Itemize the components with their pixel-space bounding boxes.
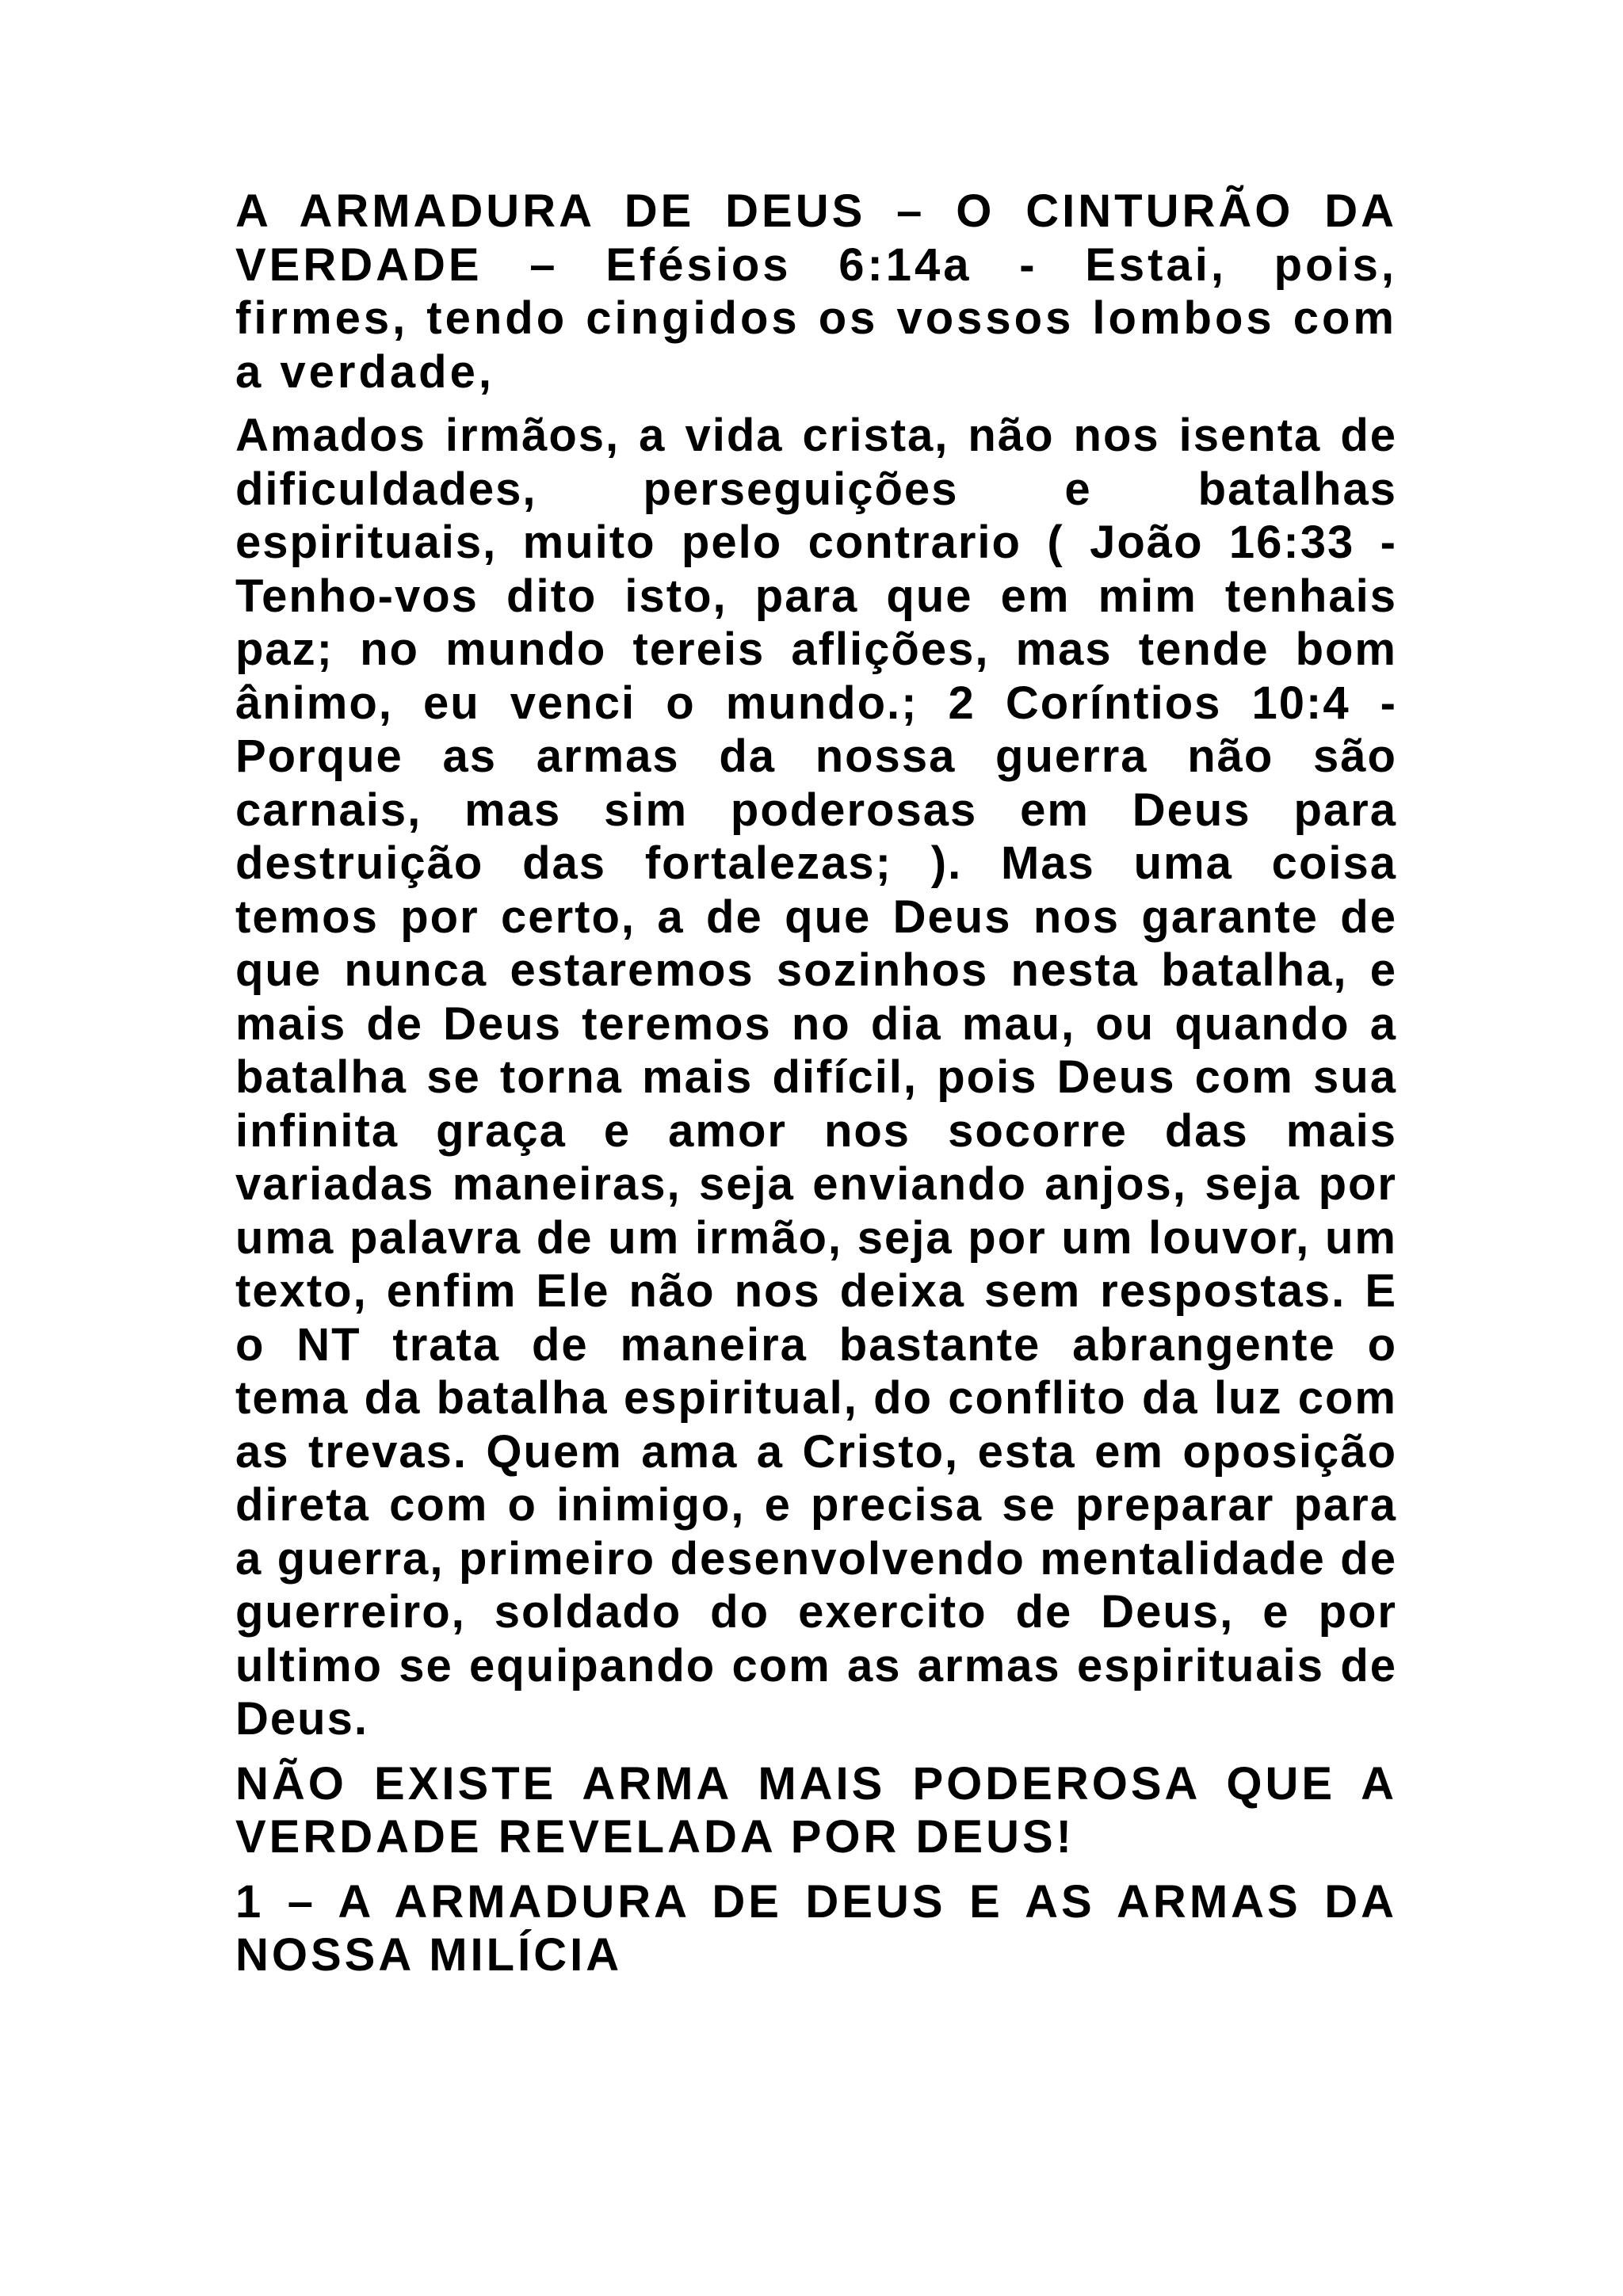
section-heading: 1 – A ARMADURA DE DEUS E AS ARMAS DA NOSSA MILÍCIA [235,1875,1397,1981]
body-paragraph: Amados irmãos, a vida crista, não nos isenta de dificuldades, perseguições e batalhas espirituais, muito pelo contrario ( João 16:33 - Tenho-vos dito isto, para que em mim tenhais paz; no mundo tereis aflições, mas tende bom ânimo, eu venci o mundo.; 2 Coríntios 10:4 - Porque as armas da nossa guerra não são carnais, mas sim poderosas em Deus para destruição das fortalezas; ). Mas uma coisa temos por certo, a de que Deus nos garante de que nunca estaremos sozinhos nesta batalha, e mais de Deus teremos no dia mau, ou quando a batalha se torna mais difícil, pois Deus com sua infinita graça e amor nos socorre das mais variadas maneiras, seja enviando anjos, seja por uma palavra de um irmão, seja por um louvor, um texto, enfim Ele não nos deixa sem respostas. E o NT trata de maneira bastante abrangente o tema da batalha espiritual, do conflito da luz com as trevas. Quem ama a Cristo, esta em oposição direta com o inimigo, e precisa se preparar para a guerra, primeiro desenvolvendo mentalidade de guerreiro, soldado do exercito de Deus, e por ultimo se equipando com as armas espirituais de Deus. [235,410,1397,1745]
emphasis-statement: NÃO EXISTE ARMA MAIS PODEROSA QUE A VERDADE REVELADA POR DEUS! [235,1757,1397,1863]
document-page [235,185,1397,1982]
document-title: A ARMADURA DE DEUS – O CINTURÃO DA VERDADE – Efésios 6:14a - Estai, pois, firmes, tendo cingidos os vossos lombos com a verdade, [235,185,1397,398]
